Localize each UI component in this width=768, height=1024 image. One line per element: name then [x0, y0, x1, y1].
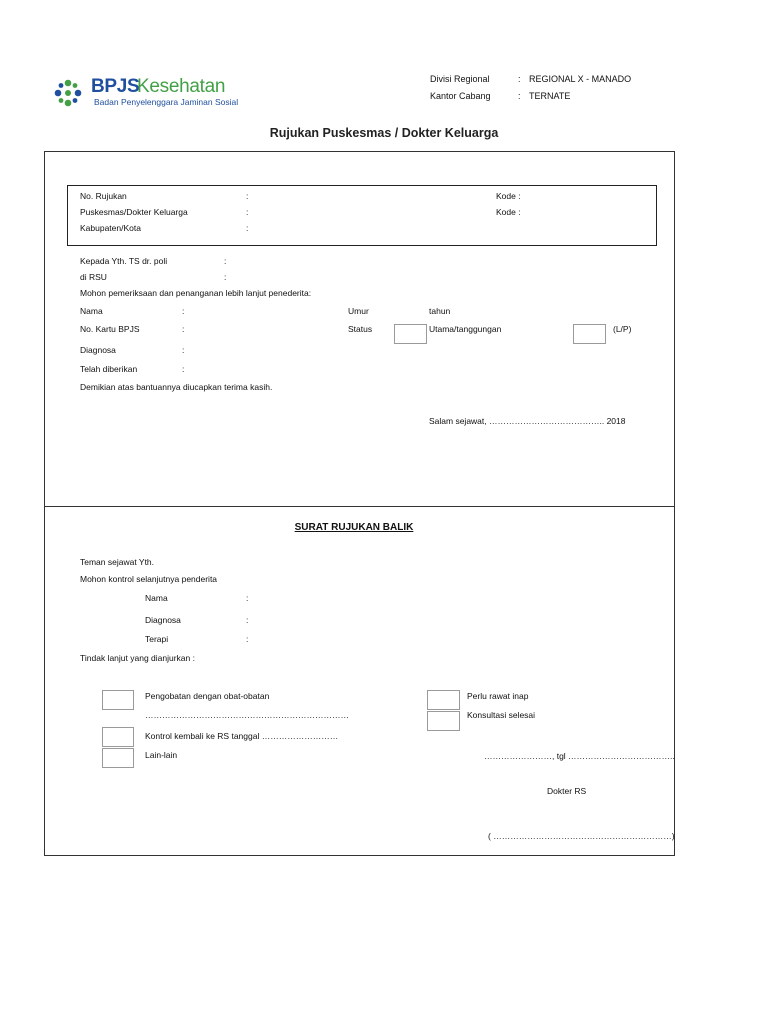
- telah-diberikan-label: Telah diberikan: [80, 364, 138, 374]
- gender-lp-label: (L/P): [613, 324, 632, 334]
- demikian-text: Demikian atas bantuannya diucapkan terima kasih.: [80, 382, 273, 392]
- telah-diberikan-colon: :: [182, 364, 185, 374]
- place-date-line: ……………………, tgl ………………………………..: [484, 751, 675, 761]
- kode-1-label: Kode :: [496, 191, 521, 201]
- tindak-lanjut-text: Tindak lanjut yang dianjurkan :: [80, 653, 195, 663]
- kode-2-label: Kode :: [496, 207, 521, 217]
- mohon-kontrol-text: Mohon kontrol selanjutnya penderita: [80, 574, 218, 584]
- tahun-label: tahun: [429, 306, 451, 316]
- rawat-inap-label: Perlu rawat inap: [467, 691, 529, 701]
- puskesmas-label: Puskesmas/Dokter Keluarga: [80, 207, 188, 217]
- bpjs-logo-icon: [52, 79, 84, 107]
- divisi-regional-sep: :: [518, 74, 521, 84]
- rawat-inap-checkbox[interactable]: [427, 690, 460, 710]
- dokter-rs-label: Dokter RS: [547, 786, 587, 796]
- back-referral-title: SURAT RUJUKAN BALIK: [294, 522, 414, 533]
- kepada-colon: :: [224, 256, 227, 266]
- pengobatan-dots: ………………………………………………………………: [145, 710, 349, 720]
- back-diagnosa-colon: :: [246, 615, 249, 625]
- teman-sejawat-text: Teman sejawat Yth.: [80, 557, 155, 567]
- umur-label: Umur: [348, 306, 369, 316]
- di-rsu-colon: :: [224, 272, 227, 282]
- no-rujukan-label: No. Rujukan: [80, 191, 127, 201]
- nama-label: Nama: [80, 306, 103, 316]
- kantor-cabang-label: Kantor Cabang: [430, 91, 491, 101]
- salam-sejawat-text: Salam sejawat, ………………………………….. 2018: [429, 416, 626, 426]
- diagnosa-label: Diagnosa: [80, 345, 116, 355]
- no-kartu-colon: :: [182, 324, 185, 334]
- back-terapi-colon: :: [246, 634, 249, 644]
- divisi-regional-label: Divisi Regional: [430, 74, 490, 84]
- mohon-pemeriksaan-text: Mohon pemeriksaan dan penanganan lebih lanjut penederita:: [80, 288, 312, 298]
- lain-lain-label: Lain-lain: [145, 750, 178, 760]
- gender-checkbox[interactable]: [573, 324, 606, 344]
- back-nama-label: Nama: [145, 593, 168, 603]
- kepada-label: Kepada Yth. TS dr. poli: [80, 256, 168, 266]
- status-label: Status: [348, 324, 373, 334]
- divisi-regional-value: REGIONAL X - MANADO: [529, 74, 632, 84]
- back-terapi-label: Terapi: [145, 634, 169, 644]
- pengobatan-label: Pengobatan dengan obat-obatan: [145, 691, 270, 701]
- kabupaten-colon: :: [246, 223, 249, 233]
- lain-lain-checkbox[interactable]: [102, 748, 134, 768]
- logo-brand-kesehatan: Kesehatan: [137, 76, 226, 97]
- nama-colon: :: [182, 306, 185, 316]
- kantor-cabang-value: TERNATE: [529, 91, 571, 101]
- signature-line: ( ………………………………………………………): [488, 831, 675, 841]
- kabupaten-label: Kabupaten/Kota: [80, 223, 141, 233]
- no-kartu-label: No. Kartu BPJS: [80, 324, 140, 334]
- kontrol-label: Kontrol kembali ke RS tanggal ………………………: [145, 731, 339, 741]
- pengobatan-checkbox[interactable]: [102, 690, 134, 710]
- kontrol-checkbox[interactable]: [102, 727, 134, 747]
- diagnosa-colon: :: [182, 345, 185, 355]
- back-nama-colon: :: [246, 593, 249, 603]
- kantor-cabang-sep: :: [518, 91, 521, 101]
- puskesmas-colon: :: [246, 207, 249, 217]
- page-title: Rujukan Puskesmas / Dokter Keluarga: [269, 126, 499, 140]
- di-rsu-label: di RSU: [80, 272, 107, 282]
- konsultasi-label: Konsultasi selesai: [467, 710, 536, 720]
- utama-tanggungan-label: Utama/tanggungan: [429, 324, 502, 334]
- no-rujukan-colon: :: [246, 191, 249, 201]
- section-divider: [44, 506, 675, 507]
- back-diagnosa-label: Diagnosa: [145, 615, 181, 625]
- status-checkbox[interactable]: [394, 324, 427, 344]
- konsultasi-checkbox[interactable]: [427, 711, 460, 731]
- logo-tagline: Badan Penyelenggara Jaminan Sosial: [94, 97, 239, 107]
- logo-brand-bpjs: BPJS: [91, 76, 140, 97]
